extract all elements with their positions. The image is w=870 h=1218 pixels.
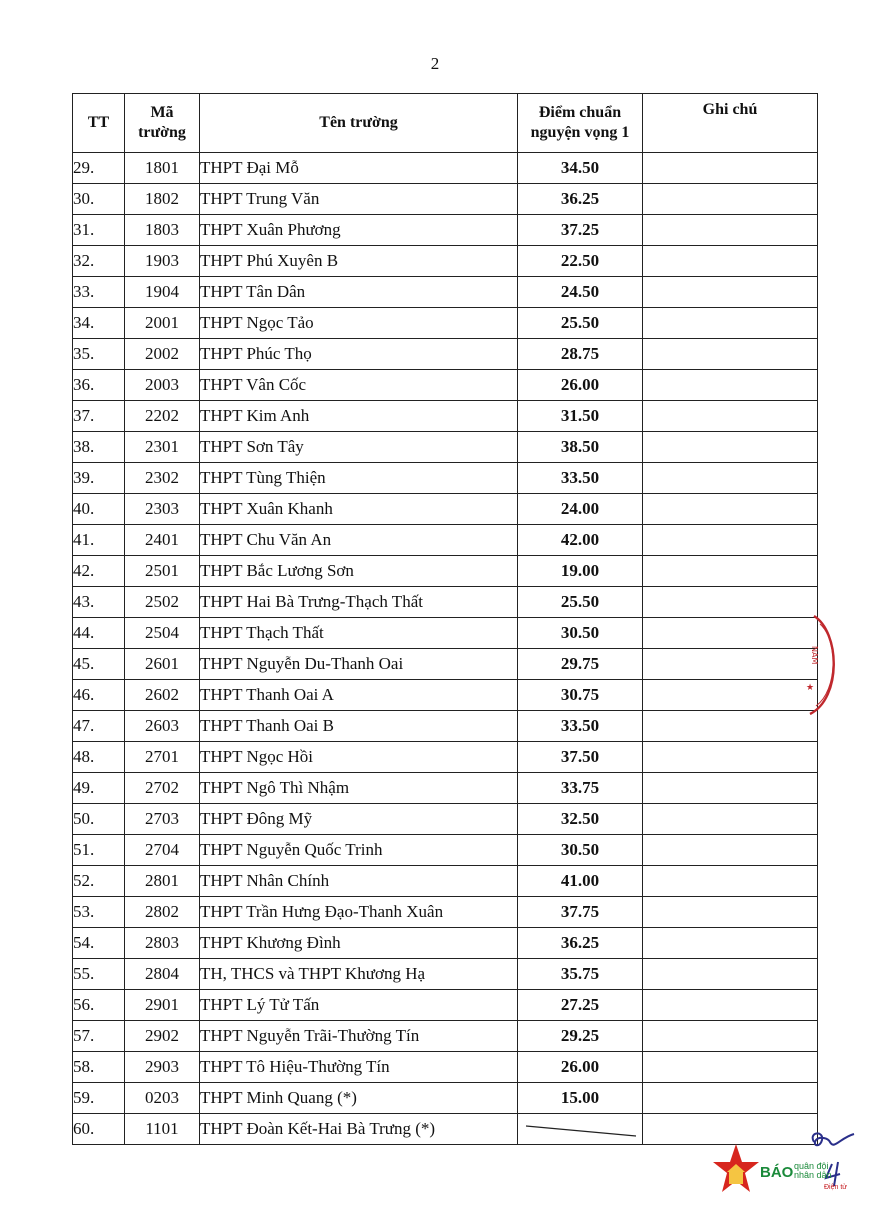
row-number: 33. xyxy=(73,277,125,308)
row-number: 29. xyxy=(73,153,125,184)
row-number: 35. xyxy=(73,339,125,370)
cutoff-score: 24.00 xyxy=(518,494,643,525)
logo-star-icon xyxy=(712,1142,760,1200)
note-cell xyxy=(643,835,818,866)
school-name: THPT Trung Văn xyxy=(200,184,518,215)
school-name: THPT Ngọc Tảo xyxy=(200,308,518,339)
row-number: 54. xyxy=(73,928,125,959)
logo-brand-sub xyxy=(794,1162,854,1180)
row-number: 43. xyxy=(73,587,125,618)
note-cell xyxy=(643,680,818,711)
school-code: 2603 xyxy=(125,711,200,742)
school-code: 1903 xyxy=(125,246,200,277)
cutoff-score: 41.00 xyxy=(518,866,643,897)
note-cell xyxy=(643,184,818,215)
table-row xyxy=(73,153,818,184)
school-name: THPT Minh Quang (*) xyxy=(200,1083,518,1114)
official-stamp xyxy=(800,610,860,720)
table-row xyxy=(73,401,818,432)
school-name: THPT Thanh Oai B xyxy=(200,711,518,742)
table-header-row xyxy=(73,94,818,153)
note-cell xyxy=(643,370,818,401)
newspaper-logo xyxy=(712,1140,852,1202)
school-name: THPT Thạch Thất xyxy=(200,618,518,649)
row-number: 42. xyxy=(73,556,125,587)
header-school-code xyxy=(125,94,200,153)
table-row xyxy=(73,587,818,618)
note-cell xyxy=(643,990,818,1021)
note-cell xyxy=(643,277,818,308)
admission-score-table xyxy=(72,93,818,1145)
table-row xyxy=(73,959,818,990)
table-row xyxy=(73,494,818,525)
school-code: 2302 xyxy=(125,463,200,494)
school-name: THPT Thanh Oai A xyxy=(200,680,518,711)
note-cell xyxy=(643,339,818,370)
school-name: THPT Sơn Tây xyxy=(200,432,518,463)
note-cell xyxy=(643,494,818,525)
school-code: 2804 xyxy=(125,959,200,990)
row-number: 51. xyxy=(73,835,125,866)
svg-text:★: ★ xyxy=(806,683,815,693)
row-number: 32. xyxy=(73,246,125,277)
cutoff-score: 32.50 xyxy=(518,804,643,835)
school-code: 1801 xyxy=(125,153,200,184)
table-row xyxy=(73,897,818,928)
table-row xyxy=(73,339,818,370)
school-code: 2703 xyxy=(125,804,200,835)
cutoff-score: 37.50 xyxy=(518,742,643,773)
school-code: 2802 xyxy=(125,897,200,928)
table-row xyxy=(73,370,818,401)
row-number: 57. xyxy=(73,1021,125,1052)
cutoff-score: 19.00 xyxy=(518,556,643,587)
row-number: 47. xyxy=(73,711,125,742)
note-cell xyxy=(643,649,818,680)
table-row xyxy=(73,835,818,866)
school-name: THPT Bắc Lương Sơn xyxy=(200,556,518,587)
cutoff-score: 33.50 xyxy=(518,463,643,494)
logo-brand-sub-line2: nhân dân xyxy=(794,1170,832,1180)
header-cutoff-score-line1: Điểm chuẩn xyxy=(538,104,622,121)
school-name: THPT Đại Mỗ xyxy=(200,153,518,184)
note-cell xyxy=(643,246,818,277)
school-code: 2803 xyxy=(125,928,200,959)
school-code: 2701 xyxy=(125,742,200,773)
school-name: THPT Chu Văn An xyxy=(200,525,518,556)
cutoff-score: 30.75 xyxy=(518,680,643,711)
school-code: 2303 xyxy=(125,494,200,525)
school-code: 1802 xyxy=(125,184,200,215)
school-name: THPT Nguyễn Quốc Trinh xyxy=(200,835,518,866)
school-code: 2801 xyxy=(125,866,200,897)
stamp-text: NAM xyxy=(810,646,819,665)
note-cell xyxy=(643,556,818,587)
header-school-code-line1: Mã xyxy=(150,104,174,121)
cutoff-score: 33.50 xyxy=(518,711,643,742)
cutoff-score: 25.50 xyxy=(518,308,643,339)
school-name: THPT Ngô Thì Nhậm xyxy=(200,773,518,804)
school-code: 2702 xyxy=(125,773,200,804)
table-row xyxy=(73,184,818,215)
cutoff-score: 25.50 xyxy=(518,587,643,618)
school-code: 2902 xyxy=(125,1021,200,1052)
school-name: THPT Trần Hưng Đạo-Thanh Xuân xyxy=(200,897,518,928)
row-number: 53. xyxy=(73,897,125,928)
logo-brand-sub-line1: quân đội xyxy=(794,1161,829,1171)
row-number: 48. xyxy=(73,742,125,773)
row-number: 49. xyxy=(73,773,125,804)
cutoff-score: 30.50 xyxy=(518,835,643,866)
school-name: THPT Nguyễn Du-Thanh Oai xyxy=(200,649,518,680)
cutoff-score: 37.75 xyxy=(518,897,643,928)
row-number: 38. xyxy=(73,432,125,463)
table-body xyxy=(73,153,818,1145)
table-row xyxy=(73,618,818,649)
cutoff-score: 38.50 xyxy=(518,432,643,463)
note-cell xyxy=(643,742,818,773)
cutoff-score: 29.75 xyxy=(518,649,643,680)
note-cell xyxy=(643,1083,818,1114)
table-row xyxy=(73,308,818,339)
school-code: 1904 xyxy=(125,277,200,308)
table-row xyxy=(73,525,818,556)
school-name: THPT Kim Anh xyxy=(200,401,518,432)
cutoff-score: 15.00 xyxy=(518,1083,643,1114)
row-number: 31. xyxy=(73,215,125,246)
row-number: 40. xyxy=(73,494,125,525)
table-row xyxy=(73,215,818,246)
row-number: 60. xyxy=(73,1114,125,1145)
row-number: 56. xyxy=(73,990,125,1021)
row-number: 44. xyxy=(73,618,125,649)
table-row xyxy=(73,990,818,1021)
school-code: 2001 xyxy=(125,308,200,339)
cutoff-score: 26.00 xyxy=(518,1052,643,1083)
school-name: THPT Tân Dân xyxy=(200,277,518,308)
school-name: THPT Tô Hiệu-Thường Tín xyxy=(200,1052,518,1083)
note-cell xyxy=(643,773,818,804)
school-code: 2003 xyxy=(125,370,200,401)
cutoff-score: 24.50 xyxy=(518,277,643,308)
school-code: 2202 xyxy=(125,401,200,432)
school-name: THPT Ngọc Hồi xyxy=(200,742,518,773)
table-row xyxy=(73,432,818,463)
header-tt: TT xyxy=(73,94,125,153)
school-code: 2502 xyxy=(125,587,200,618)
school-code: 2002 xyxy=(125,339,200,370)
logo-brand-tag: Điện tử xyxy=(824,1184,847,1191)
note-cell xyxy=(643,1021,818,1052)
note-cell xyxy=(643,897,818,928)
logo-brand-main: BÁO xyxy=(760,1164,794,1181)
school-code: 0203 xyxy=(125,1083,200,1114)
note-cell xyxy=(643,401,818,432)
header-note: Ghi chú xyxy=(643,94,818,153)
school-code: 2704 xyxy=(125,835,200,866)
school-name: THPT Đông Mỹ xyxy=(200,804,518,835)
cutoff-score: 28.75 xyxy=(518,339,643,370)
school-name: THPT Vân Cốc xyxy=(200,370,518,401)
school-name: THPT Phú Xuyên B xyxy=(200,246,518,277)
cutoff-score: 27.25 xyxy=(518,990,643,1021)
cutoff-score: 37.25 xyxy=(518,215,643,246)
table-row xyxy=(73,463,818,494)
row-number: 58. xyxy=(73,1052,125,1083)
school-code: 2602 xyxy=(125,680,200,711)
cutoff-score: 26.00 xyxy=(518,370,643,401)
school-code: 2401 xyxy=(125,525,200,556)
table-row xyxy=(73,804,818,835)
note-cell xyxy=(643,525,818,556)
school-name: THPT Khương Đình xyxy=(200,928,518,959)
note-cell xyxy=(643,215,818,246)
table-row xyxy=(73,1114,818,1145)
row-number: 50. xyxy=(73,804,125,835)
note-cell xyxy=(643,618,818,649)
row-number: 52. xyxy=(73,866,125,897)
school-name: TH, THCS và THPT Khương Hạ xyxy=(200,959,518,990)
cutoff-score: 30.50 xyxy=(518,618,643,649)
school-code: 2501 xyxy=(125,556,200,587)
school-name: THPT Hai Bà Trưng-Thạch Thất xyxy=(200,587,518,618)
table-row xyxy=(73,556,818,587)
note-cell xyxy=(643,866,818,897)
school-code: 2903 xyxy=(125,1052,200,1083)
school-code: 2504 xyxy=(125,618,200,649)
table-row xyxy=(73,1052,818,1083)
school-name: THPT Tùng Thiện xyxy=(200,463,518,494)
school-code: 2601 xyxy=(125,649,200,680)
school-name: THPT Xuân Khanh xyxy=(200,494,518,525)
cutoff-score: 31.50 xyxy=(518,401,643,432)
table-row xyxy=(73,277,818,308)
school-name: THPT Nhân Chính xyxy=(200,866,518,897)
cutoff-score: 29.25 xyxy=(518,1021,643,1052)
note-cell xyxy=(643,587,818,618)
header-school-name: Tên trường xyxy=(200,94,518,153)
school-name: THPT Phúc Thọ xyxy=(200,339,518,370)
note-cell xyxy=(643,928,818,959)
school-code: 2301 xyxy=(125,432,200,463)
table-row xyxy=(73,1083,818,1114)
table-row xyxy=(73,773,818,804)
cutoff-score: 36.25 xyxy=(518,928,643,959)
school-name: THPT Đoàn Kết-Hai Bà Trưng (*) xyxy=(200,1114,518,1145)
row-number: 46. xyxy=(73,680,125,711)
header-school-code-line2: trường xyxy=(138,124,186,141)
note-cell xyxy=(643,308,818,339)
school-name: THPT Nguyễn Trãi-Thường Tín xyxy=(200,1021,518,1052)
header-cutoff-score-line2: nguyện vọng 1 xyxy=(530,124,630,141)
school-name: THPT Lý Tử Tấn xyxy=(200,990,518,1021)
table-row xyxy=(73,649,818,680)
row-number: 37. xyxy=(73,401,125,432)
page-number: 2 xyxy=(430,54,440,73)
table-row xyxy=(73,866,818,897)
cutoff-score: 34.50 xyxy=(518,153,643,184)
note-cell xyxy=(643,1052,818,1083)
note-cell xyxy=(643,432,818,463)
school-name: THPT Xuân Phương xyxy=(200,215,518,246)
school-code: 2901 xyxy=(125,990,200,1021)
school-code: 1101 xyxy=(125,1114,200,1145)
dash-stroke xyxy=(518,1114,643,1144)
table-row xyxy=(73,246,818,277)
table-row xyxy=(73,742,818,773)
note-cell xyxy=(643,959,818,990)
cutoff-score: 42.00 xyxy=(518,525,643,556)
note-cell xyxy=(643,711,818,742)
row-number: 39. xyxy=(73,463,125,494)
header-cutoff-score xyxy=(518,94,643,153)
table-row xyxy=(73,711,818,742)
table-row xyxy=(73,928,818,959)
note-cell xyxy=(643,804,818,835)
row-number: 55. xyxy=(73,959,125,990)
row-number: 59. xyxy=(73,1083,125,1114)
note-cell xyxy=(643,463,818,494)
row-number: 36. xyxy=(73,370,125,401)
school-code: 1803 xyxy=(125,215,200,246)
cutoff-score: 35.75 xyxy=(518,959,643,990)
cutoff-score: 36.25 xyxy=(518,184,643,215)
row-number: 30. xyxy=(73,184,125,215)
cutoff-score: 33.75 xyxy=(518,773,643,804)
row-number: 41. xyxy=(73,525,125,556)
cutoff-score: 22.50 xyxy=(518,246,643,277)
cutoff-score-empty xyxy=(518,1114,643,1145)
row-number: 45. xyxy=(73,649,125,680)
note-cell xyxy=(643,153,818,184)
row-number: 34. xyxy=(73,308,125,339)
table-row xyxy=(73,1021,818,1052)
table-row xyxy=(73,680,818,711)
